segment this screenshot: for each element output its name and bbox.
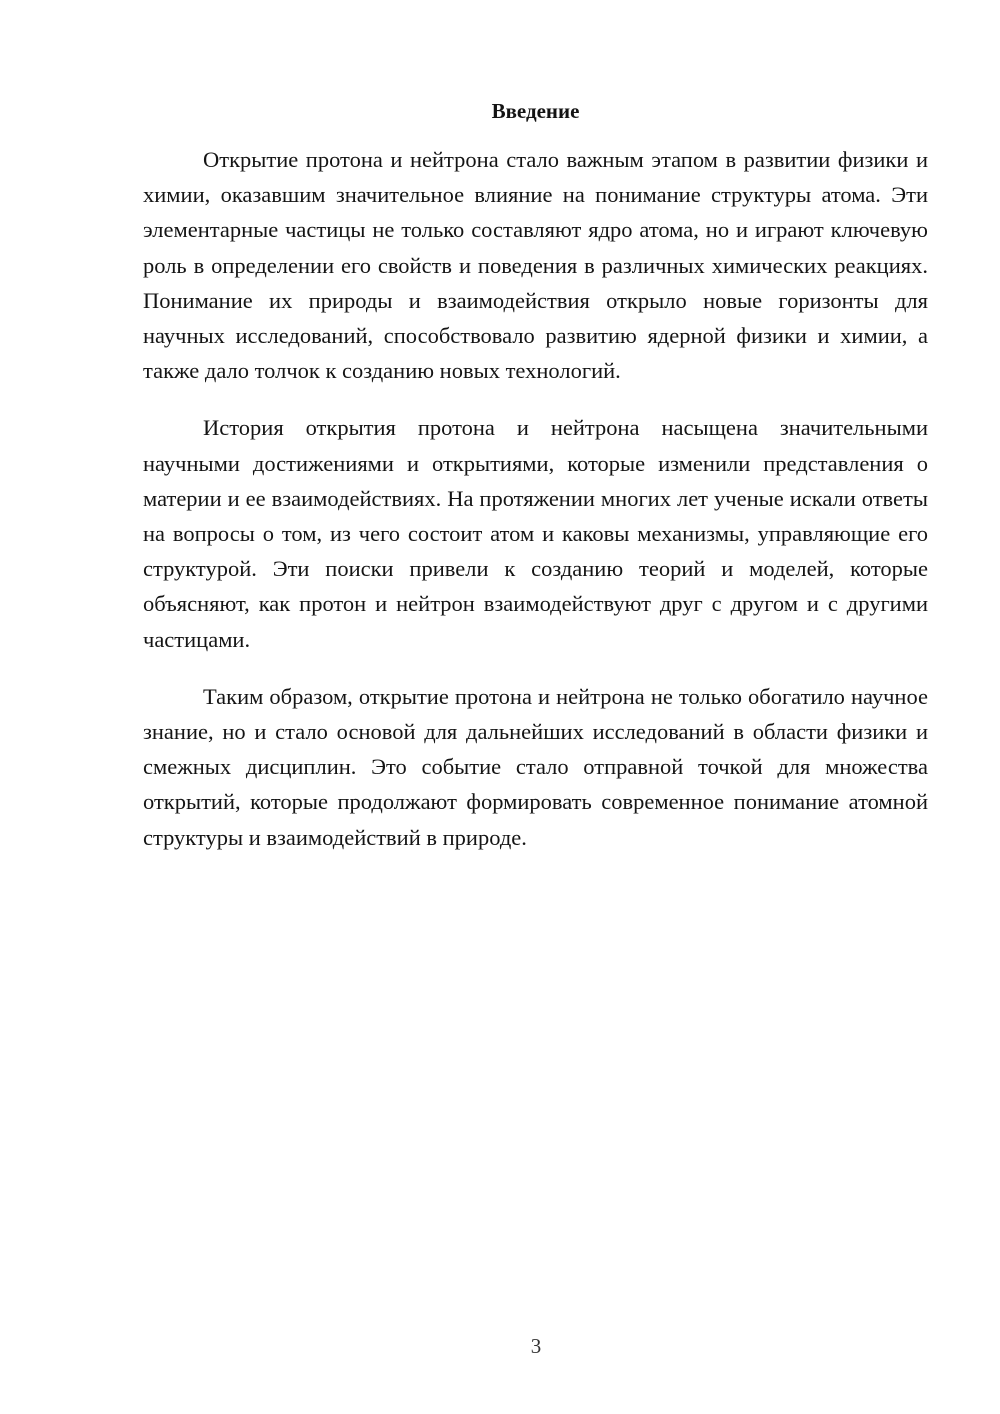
page-content xyxy=(143,96,928,877)
page-number: 3 xyxy=(530,1334,542,1358)
paragraph: История открытия протона и нейтрона насыщена значительными научными достижениями и открытиями, которые изменили представления о материи и ее взаимодействиях. На протяжении многих лет ученые искали ответы на вопросы о том, из чего состоит атом и каковы механизмы, управляющие его структурой. Эти поиски привели к созданию теорий и моделей, которые объясняют, как протон и нейтрон взаимодействуют друг с другом и с другими частицами. xyxy=(143,415,928,652)
paragraph: Открытие протона и нейтрона стало важным этапом в развитии физики и химии, оказавшим значительное влияние на понимание структуры атома. Эти элементарные частицы не только составляют ядро атома, но и играют ключевую роль в определении его свойств и поведения в различных химических реакциях. Понимание их природы и взаимодействия открыло новые горизонты для научных исследований, способствовало развитию ядерной физики и химии, а также дало толчок к созданию новых технологий. xyxy=(143,147,928,384)
page-title: Введение xyxy=(491,99,580,123)
paragraph: Таким образом, открытие протона и нейтрона не только обогатило научное знание, но и стало основой для дальнейших исследований в области физики и смежных дисциплин. Это событие стало отправной точкой для множества открытий, которые продолжают формировать современное понимание атомной структуры и взаимодействий в природе. xyxy=(143,683,928,850)
